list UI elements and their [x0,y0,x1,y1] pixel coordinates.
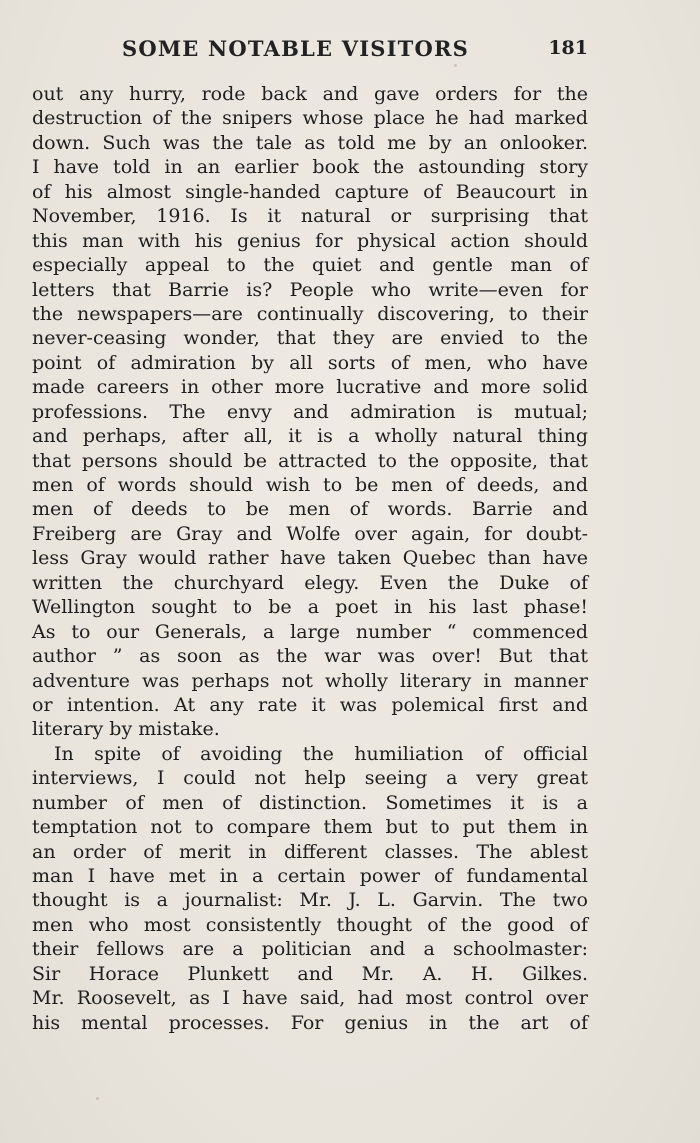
page-header [28,36,588,66]
text-line: and perhaps, after all, it is a wholly natural thing [32,425,588,448]
text-line: an order of merit in different classes. The ablest [32,840,588,863]
text-line: that persons should be attracted to the opposite, that [32,449,588,472]
text-line: the newspapers—are continually discovering, to their [32,302,588,325]
paper-speck [454,64,457,67]
text-line: thought is a journalist: Mr. J. L. Garvin. The two [32,889,588,912]
text-line: professions. The envy and admiration is mutual; [32,400,588,423]
body-text [32,82,588,1035]
text-line: men who most consistently thought of the good of [32,913,588,936]
text-line: written the churchyard elegy. Even the Duke of [32,571,588,594]
paper-speck [96,1097,99,1100]
text-line: or intention. At any rate it was polemical first and [32,693,588,716]
text-line: November, 1916. Is it natural or surprising that [32,205,588,228]
text-line: made careers in other more lucrative and more solid [32,376,588,399]
text-line: point of admiration by all sorts of men, who have [32,351,588,374]
text-line: interviews, I could not help seeing a very great [32,767,588,790]
running-title: SOME NOTABLE VISITORS [122,36,469,61]
text-line: Freiberg are Gray and Wolfe over again, for doubt- [32,522,588,545]
text-line: out any hurry, rode back and gave orders for the [32,83,588,105]
text-line: Sir Horace Plunkett and Mr. A. H. Gilkes. [32,962,588,985]
text-line: down. Such was the tale as told me by an onlooker. [32,131,588,154]
text-line: especially appeal to the quiet and gentle man of [32,254,588,277]
page-number: 181 [548,37,588,59]
text-line: man I have met in a certain power of fundamental [32,865,588,887]
text-line: of his almost single-handed capture of Beaucourt in [32,180,588,203]
text-line: destruction of the snipers whose place he had marked [32,107,588,130]
text-line: author ” as soon as the war was over! But that [32,645,588,668]
text-line: this man with his genius for physical action should [32,229,588,252]
text-line: less Gray would rather have taken Quebec than have [32,547,588,570]
text-line: I have told in an earlier book the astounding story [32,156,588,179]
text-line: Wellington sought to be a poet in his last phase! [32,596,588,619]
text-line: adventure was perhaps not wholly literary in manner [32,669,588,692]
paragraph-end-line: literary by mistake. [32,718,220,741]
text-line: never-ceasing wonder, that they are envied to the [32,327,588,350]
text-line: men of words should wish to be men of deeds, and [32,474,588,496]
paragraph-start-line: In spite of avoiding the humiliation of official [54,742,588,765]
text-line: Mr. Roosevelt, as I have said, had most control over [32,987,588,1010]
text-line: men of deeds to be men of words. Barrie and [32,498,588,521]
text-line: number of men of distinction. Sometimes it is a [32,791,588,814]
text-line: As to our Generals, a large number “ commenced [32,620,588,643]
text-line: their fellows are a politician and a schoolmaster: [32,938,588,961]
text-line: temptation not to compare them but to put them in [32,816,588,839]
text-line: his mental processes. For genius in the art of [32,1011,588,1034]
text-line: letters that Barrie is? People who write—even for [32,278,588,301]
